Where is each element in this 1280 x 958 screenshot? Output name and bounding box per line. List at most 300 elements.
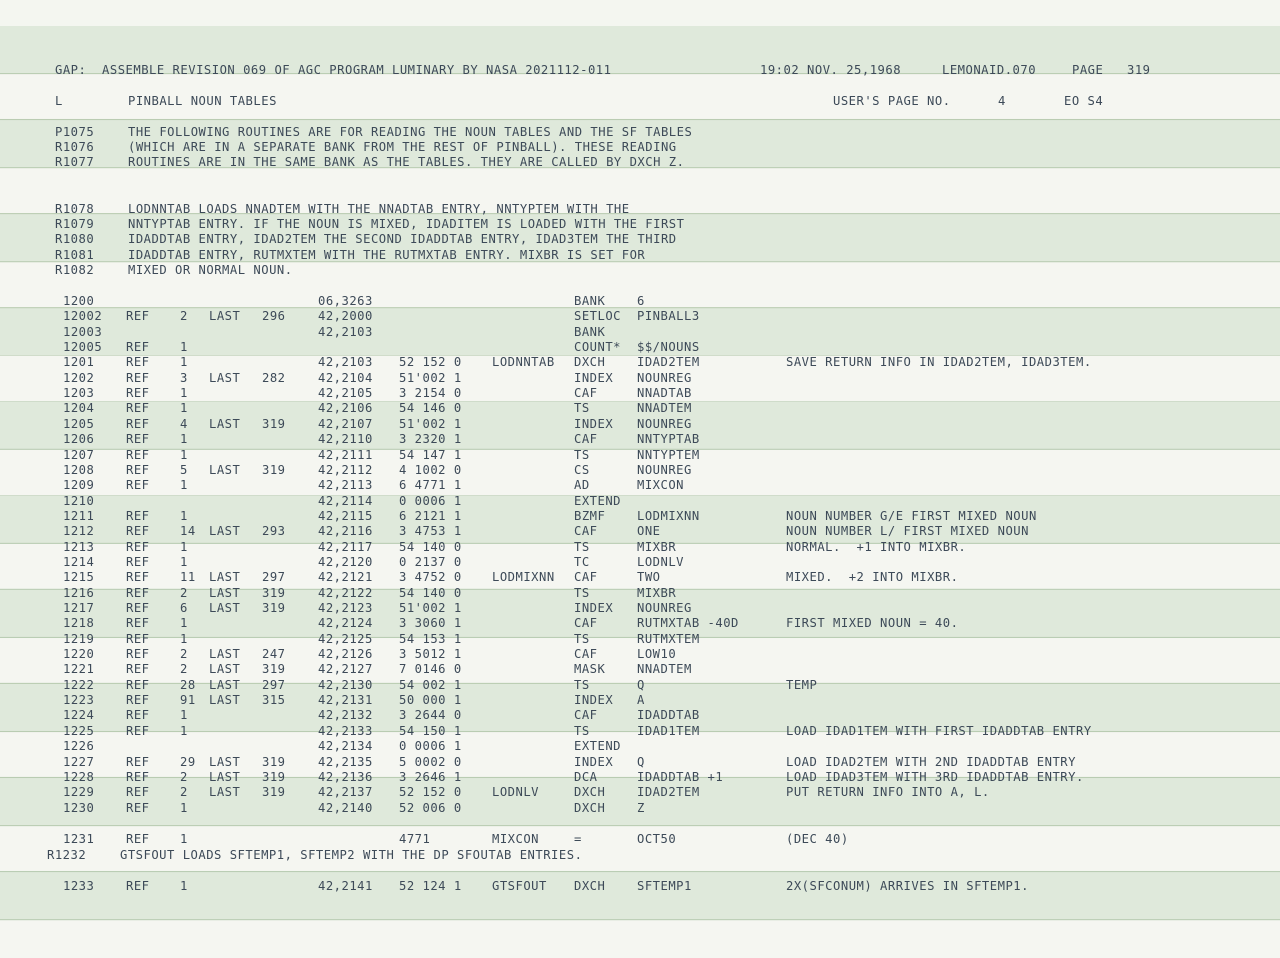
operand: RUTMXTEM: [637, 631, 700, 646]
ref-keyword: REF: [126, 478, 150, 493]
ref-keyword: REF: [126, 647, 150, 662]
location: 42,2124: [318, 616, 373, 631]
line-number: 1216: [63, 585, 95, 600]
location: 42,2000: [318, 309, 373, 324]
operand: RUTMXTAB -40D: [637, 616, 739, 631]
line-number: 1222: [63, 677, 95, 692]
line-number: 1217: [63, 601, 95, 615]
ref-count: 2: [180, 309, 188, 324]
line-number: 12002: [63, 309, 103, 324]
octal-word: 3 2320 1: [399, 432, 462, 447]
location: 42,2141: [318, 879, 373, 893]
line-number: 1219: [63, 631, 95, 646]
ref-keyword: REF: [126, 616, 150, 631]
opcode: CAF: [574, 616, 598, 631]
remark-text: THE FOLLOWING ROUTINES ARE FOR READING THE NOUN TABLES AND THE SF TABLES: [128, 125, 693, 139]
octal-word: 54 140 0: [399, 539, 462, 554]
ref-count: 1: [180, 800, 188, 815]
location: 42,2105: [318, 386, 373, 401]
location: 42,2103: [318, 324, 373, 339]
ref-keyword: REF: [126, 462, 150, 477]
line-number: 1224: [63, 708, 95, 723]
operand: LODMIXNN: [637, 508, 700, 523]
line-number: 1220: [63, 647, 95, 662]
operand: MIXCON: [637, 478, 685, 493]
ref-count: 1: [180, 478, 188, 493]
operand: OCT50: [637, 832, 677, 846]
opcode: CAF: [574, 647, 598, 662]
line-number: 1209: [63, 478, 95, 493]
ref-keyword: REF: [126, 708, 150, 723]
ref-count: 1: [180, 386, 188, 401]
last-keyword: LAST: [209, 416, 241, 431]
ref-count: 2: [180, 785, 188, 800]
location: 42,2114: [318, 493, 373, 508]
octal-word: 0 2137 0: [399, 554, 462, 569]
last-page: 247: [262, 647, 286, 662]
line-number: 1233: [63, 879, 95, 893]
header-line: [0, 63, 1151, 78]
location: 42,2140: [318, 800, 373, 815]
octal-word: 6 2121 1: [399, 508, 462, 523]
octal-word: 51'002 1: [399, 370, 462, 385]
octal-word: 50 000 1: [399, 693, 462, 708]
opcode: TS: [574, 401, 590, 416]
opcode: DXCH: [574, 879, 606, 893]
location: 42,2106: [318, 401, 373, 416]
last-keyword: LAST: [209, 769, 241, 784]
comment: MIXED. +2 INTO MIXBR.: [786, 570, 959, 585]
ref-count: 1: [180, 723, 188, 738]
location: 42,2135: [318, 754, 373, 769]
log-section-title: PINBALL NOUN TABLES: [128, 94, 277, 108]
last-page: 315: [262, 693, 286, 708]
last-page: 296: [262, 309, 286, 324]
last-page: 319: [262, 416, 286, 431]
opcode: DXCH: [574, 800, 606, 815]
log-marker: L: [55, 94, 63, 108]
line-number: 1200: [63, 294, 95, 308]
line-number: 1213: [63, 539, 95, 554]
remark-text: IDADDTAB ENTRY, RUTMXTEM WITH THE RUTMXTAB ENTRY. MIXBR IS SET FOR: [128, 248, 646, 262]
remark-id: R1077: [55, 155, 95, 169]
location: 42,2125: [318, 631, 373, 646]
octal-word: 3 2154 0: [399, 386, 462, 401]
opcode: TS: [574, 631, 590, 646]
operand: Q: [637, 754, 645, 769]
location: 42,2137: [318, 785, 373, 800]
operand: $$/NOUNS: [637, 340, 700, 355]
ref-count: 1: [180, 832, 188, 846]
operand: 6: [637, 294, 645, 308]
ref-keyword: REF: [126, 539, 150, 554]
line-number: 1207: [63, 447, 95, 462]
opcode: INDEX: [574, 370, 614, 385]
opcode: INDEX: [574, 601, 614, 615]
octal-word: 52 124 1: [399, 879, 462, 893]
ref-count: 3: [180, 370, 188, 385]
ref-count: 1: [180, 401, 188, 416]
location: 42,2134: [318, 739, 373, 754]
last-page: 319: [262, 585, 286, 600]
ref-count: 2: [180, 662, 188, 677]
ref-count: 1: [180, 631, 188, 646]
remark-id: P1075: [55, 125, 95, 139]
comment: LOAD IDAD2TEM WITH 2ND IDADDTAB ENTRY: [786, 754, 1076, 769]
location: 42,2126: [318, 647, 373, 662]
opcode: BANK: [574, 294, 606, 308]
ref-count: 29: [180, 754, 196, 769]
last-keyword: LAST: [209, 370, 241, 385]
last-page: 297: [262, 677, 286, 692]
comment: LOAD IDAD1TEM WITH FIRST IDADDTAB ENTRY: [786, 723, 1092, 738]
location: 06,3263: [318, 294, 373, 308]
location: 42,2121: [318, 570, 373, 585]
location: 42,2123: [318, 601, 373, 615]
ref-count: 1: [180, 508, 188, 523]
ref-count: 2: [180, 769, 188, 784]
remark-id: R1076: [55, 140, 95, 154]
location: 42,2117: [318, 539, 373, 554]
opcode: COUNT*: [574, 340, 622, 355]
ref-keyword: REF: [126, 508, 150, 523]
octal-word: 0 0006 1: [399, 493, 462, 508]
remark-text: LODNNTAB LOADS NNADTEM WITH THE NNADTAB ENTRY, NNTYPTEM WITH THE: [128, 202, 630, 216]
comment: NOUN NUMBER L/ FIRST MIXED NOUN: [786, 524, 1029, 539]
opcode: CAF: [574, 432, 598, 447]
operand: NNTYPTAB: [637, 432, 700, 447]
ref-keyword: REF: [126, 370, 150, 385]
line-number: 1211: [63, 508, 95, 523]
ref-keyword: REF: [126, 447, 150, 462]
ref-count: 1: [180, 432, 188, 447]
last-page: 319: [262, 662, 286, 677]
ref-count: 1: [180, 539, 188, 554]
comment: (DEC 40): [786, 832, 849, 846]
operand: MIXBR: [637, 539, 677, 554]
line-number: 1205: [63, 416, 95, 431]
opcode: BZMF: [574, 508, 606, 523]
ref-count: 1: [180, 879, 188, 893]
comment: PUT RETURN INFO INTO A, L.: [786, 785, 990, 800]
ref-count: 4: [180, 416, 188, 431]
ref-keyword: REF: [126, 832, 150, 846]
ref-keyword: REF: [126, 677, 150, 692]
ref-count: 1: [180, 355, 188, 370]
operand: IDAD1TEM: [637, 723, 700, 738]
operand: NOUNREG: [637, 462, 692, 477]
ref-keyword: REF: [126, 631, 150, 646]
last-keyword: LAST: [209, 754, 241, 769]
location: 42,2103: [318, 355, 373, 370]
last-keyword: LAST: [209, 601, 241, 615]
octal-word: 51'002 1: [399, 416, 462, 431]
operand: NNADTAB: [637, 386, 692, 401]
opcode: CAF: [574, 708, 598, 723]
ref-keyword: REF: [126, 416, 150, 431]
comment: FIRST MIXED NOUN = 40.: [786, 616, 959, 631]
operand: IDAD2TEM: [637, 355, 700, 370]
location: 42,2110: [318, 432, 373, 447]
last-keyword: LAST: [209, 585, 241, 600]
octal-word: 3 4752 0: [399, 570, 462, 585]
opcode: DXCH: [574, 785, 606, 800]
location: 42,2122: [318, 585, 373, 600]
last-page: 319: [262, 785, 286, 800]
opcode: MASK: [574, 662, 606, 677]
last-keyword: LAST: [209, 693, 241, 708]
operand: SFTEMP1: [637, 879, 692, 893]
remark-id: R1081: [55, 248, 95, 262]
octal-word: 4 1002 0: [399, 462, 462, 477]
ref-count: 1: [180, 554, 188, 569]
octal-word: 6 4771 1: [399, 478, 462, 493]
opcode: AD: [574, 478, 590, 493]
opcode: BANK: [574, 324, 606, 339]
opcode: TS: [574, 447, 590, 462]
comment: NOUN NUMBER G/E FIRST MIXED NOUN: [786, 508, 1037, 523]
remark-id: R1082: [55, 263, 95, 277]
operand: IDAD2TEM: [637, 785, 700, 800]
opcode: TS: [574, 723, 590, 738]
octal-word: 52 006 0: [399, 800, 462, 815]
location: 42,2113: [318, 478, 373, 493]
opcode: CS: [574, 462, 590, 477]
last-keyword: LAST: [209, 785, 241, 800]
opcode: SETLOC: [574, 309, 622, 324]
remark-text: MIXED OR NORMAL NOUN.: [128, 263, 293, 277]
comment: LOAD IDAD3TEM WITH 3RD IDADDTAB ENTRY.: [786, 769, 1084, 784]
location: 42,2131: [318, 693, 373, 708]
ref-keyword: REF: [126, 754, 150, 769]
header-timestamp: 19:02 NOV. 25,1968: [760, 63, 902, 77]
operand: Q: [637, 677, 645, 692]
line-number: 1228: [63, 769, 95, 784]
octal-word: 54 147 1: [399, 447, 462, 462]
ref-keyword: REF: [126, 432, 150, 447]
last-page: 293: [262, 524, 286, 539]
operand: Z: [637, 800, 645, 815]
ref-count: 6: [180, 601, 188, 615]
line-number: 1214: [63, 554, 95, 569]
last-page: 297: [262, 570, 286, 585]
operand: IDADDTAB +1: [637, 769, 724, 784]
eo-code: EO S4: [1064, 94, 1104, 108]
location: 42,2112: [318, 462, 373, 477]
operand: LODNLV: [637, 554, 685, 569]
label: MIXCON: [492, 832, 540, 846]
octal-word: 54 150 1: [399, 723, 462, 738]
remark-text: GTSFOUT LOADS SFTEMP1, SFTEMP2 WITH THE DP SFOUTAB ENTRIES.: [120, 848, 583, 862]
octal-word: 51'002 1: [399, 601, 462, 615]
operand: MIXBR: [637, 585, 677, 600]
last-keyword: LAST: [209, 662, 241, 677]
octal-word: 7 0146 0: [399, 662, 462, 677]
octal-word: 54 002 1: [399, 677, 462, 692]
location: 42,2130: [318, 677, 373, 692]
ref-keyword: REF: [126, 524, 150, 539]
ref-count: 91: [180, 693, 196, 708]
location: 42,2136: [318, 769, 373, 784]
octal-word: 3 4753 1: [399, 524, 462, 539]
remark-id: R1232: [47, 848, 87, 862]
ref-keyword: REF: [126, 340, 150, 355]
comment: NORMAL. +1 INTO MIXBR.: [786, 539, 967, 554]
operand: NNADTEM: [637, 401, 692, 416]
line-number: 1231: [63, 832, 95, 846]
line-number: 1206: [63, 432, 95, 447]
ref-count: 1: [180, 616, 188, 631]
octal-word: 3 5012 1: [399, 647, 462, 662]
users-page-number: 4: [998, 94, 1006, 108]
opcode: TS: [574, 539, 590, 554]
ref-keyword: REF: [126, 386, 150, 401]
label: LODNLV: [492, 785, 540, 800]
operand: NNTYPTEM: [637, 447, 700, 462]
line-number: 1215: [63, 570, 95, 585]
ref-keyword: REF: [126, 785, 150, 800]
remark-id: R1079: [55, 217, 95, 231]
location: 42,2115: [318, 508, 373, 523]
remark-text: ROUTINES ARE IN THE SAME BANK AS THE TABLES. THEY ARE CALLED BY DXCH Z.: [128, 155, 685, 169]
last-page: 282: [262, 370, 286, 385]
opcode: TS: [574, 585, 590, 600]
last-keyword: LAST: [209, 647, 241, 662]
remark-id: R1078: [55, 202, 95, 216]
octal-word: 3 2644 0: [399, 708, 462, 723]
opcode: CAF: [574, 524, 598, 539]
ref-keyword: REF: [126, 723, 150, 738]
ref-keyword: REF: [126, 693, 150, 708]
operand: NOUNREG: [637, 601, 692, 615]
line-number: 1208: [63, 462, 95, 477]
last-page: 319: [262, 601, 286, 615]
line-number: 1227: [63, 754, 95, 769]
opcode: INDEX: [574, 693, 614, 708]
ref-count: 1: [180, 708, 188, 723]
operand: PINBALL3: [637, 309, 700, 324]
ref-keyword: REF: [126, 601, 150, 615]
last-keyword: LAST: [209, 524, 241, 539]
ref-keyword: REF: [126, 585, 150, 600]
ref-keyword: REF: [126, 800, 150, 815]
header-page-number: 319: [1127, 63, 1151, 77]
location: 42,2132: [318, 708, 373, 723]
ref-keyword: REF: [126, 570, 150, 585]
last-keyword: LAST: [209, 570, 241, 585]
remark-text: NNTYPTAB ENTRY. IF THE NOUN IS MIXED, IDADITEM IS LOADED WITH THE FIRST: [128, 217, 685, 231]
location: 42,2133: [318, 723, 373, 738]
ref-keyword: REF: [126, 401, 150, 416]
line-number: 1203: [63, 386, 95, 401]
octal-word: 5 0002 0: [399, 754, 462, 769]
ref-keyword: REF: [126, 355, 150, 370]
ref-keyword: REF: [126, 309, 150, 324]
line-number: 12003: [63, 324, 103, 339]
ref-count: 1: [180, 340, 188, 355]
line-number: 1218: [63, 616, 95, 631]
header-title: GAP: ASSEMBLE REVISION 069 OF AGC PROGRAM LUMINARY BY NASA 2021112-011: [55, 63, 612, 77]
opcode: CAF: [574, 570, 598, 585]
octal-word: 4771: [399, 832, 431, 846]
line-number: 1226: [63, 739, 95, 754]
opcode: EXTEND: [574, 739, 622, 754]
last-page: 319: [262, 462, 286, 477]
octal-word: 52 152 0: [399, 785, 462, 800]
line-number: 1230: [63, 800, 95, 815]
comment: TEMP: [786, 677, 818, 692]
ref-count: 11: [180, 570, 196, 585]
line-number: 1210: [63, 493, 95, 508]
last-keyword: LAST: [209, 677, 241, 692]
location: 42,2107: [318, 416, 373, 431]
line-number: 1221: [63, 662, 95, 677]
operand: IDADDTAB: [637, 708, 700, 723]
octal-word: 0 0006 1: [399, 739, 462, 754]
operand: A: [637, 693, 645, 708]
location: 42,2127: [318, 662, 373, 677]
opcode: EXTEND: [574, 493, 622, 508]
users-page-label: USER'S PAGE NO.: [833, 94, 951, 108]
log-section-line: [0, 94, 1104, 109]
last-page: 319: [262, 769, 286, 784]
label: LODMIXNN: [492, 570, 555, 585]
ref-count: 5: [180, 462, 188, 477]
ref-keyword: REF: [126, 554, 150, 569]
opcode: TS: [574, 677, 590, 692]
operand: LOW10: [637, 647, 677, 662]
comment: SAVE RETURN INFO IN IDAD2TEM, IDAD3TEM.: [786, 355, 1092, 370]
opcode: INDEX: [574, 754, 614, 769]
line-number: 1204: [63, 401, 95, 416]
operand: ONE: [637, 524, 661, 539]
octal-word: 54 153 1: [399, 631, 462, 646]
location: 42,2120: [318, 554, 373, 569]
operand: TWO: [637, 570, 661, 585]
opcode: DXCH: [574, 355, 606, 370]
line-number: 12005: [63, 340, 103, 355]
header-page-label: PAGE: [1072, 63, 1104, 77]
line-number: 1223: [63, 693, 95, 708]
operand: NOUNREG: [637, 416, 692, 431]
location: 42,2116: [318, 524, 373, 539]
last-keyword: LAST: [209, 462, 241, 477]
ref-count: 2: [180, 585, 188, 600]
opcode: =: [574, 832, 582, 846]
last-page: 319: [262, 754, 286, 769]
label: LODNNTAB: [492, 355, 555, 370]
ref-keyword: REF: [126, 769, 150, 784]
opcode: DCA: [574, 769, 598, 784]
octal-word: 3 2646 1: [399, 769, 462, 784]
octal-word: 3 3060 1: [399, 616, 462, 631]
line-number: 1229: [63, 785, 95, 800]
location: 42,2104: [318, 370, 373, 385]
ref-count: 2: [180, 647, 188, 662]
last-keyword: LAST: [209, 309, 241, 324]
location: 42,2111: [318, 447, 373, 462]
operand: NOUNREG: [637, 370, 692, 385]
header-job: LEMONAID.070: [942, 63, 1037, 77]
remark-text: IDADDTAB ENTRY, IDAD2TEM THE SECOND IDADDTAB ENTRY, IDAD3TEM THE THIRD: [128, 232, 677, 246]
octal-word: 52 152 0: [399, 355, 462, 370]
ref-count: 14: [180, 524, 196, 539]
ref-count: 1: [180, 447, 188, 462]
remark-id: R1080: [55, 232, 95, 246]
octal-word: 54 140 0: [399, 585, 462, 600]
remark-text: (WHICH ARE IN A SEPARATE BANK FROM THE REST OF PINBALL). THESE READING: [128, 140, 677, 154]
line-number: 1201: [63, 355, 95, 370]
